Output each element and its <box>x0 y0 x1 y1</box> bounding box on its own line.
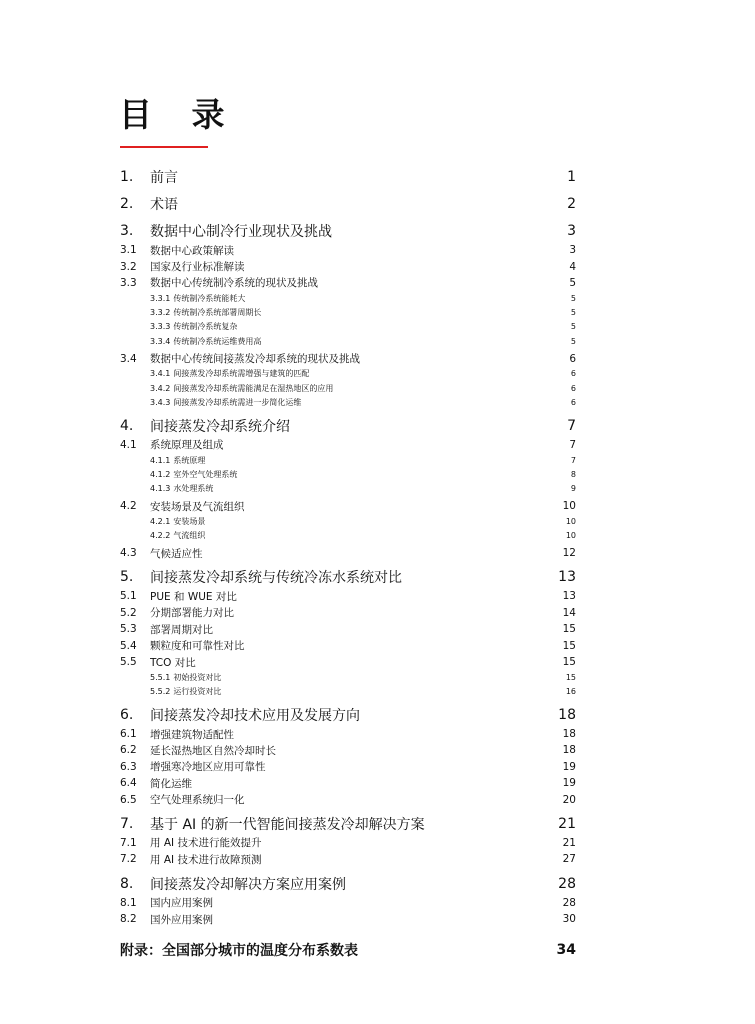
toc-entry-title: 传统制冷系统部署周期长 <box>173 308 262 318</box>
toc-entry-level-3[interactable] <box>120 529 576 543</box>
toc-entry-level-3[interactable] <box>120 467 576 481</box>
toc-entry-title: 间接蒸发冷却系统需能满足在湿热地区的应用 <box>173 383 334 393</box>
toc-entry-title: 国内应用案例 <box>150 897 213 910</box>
toc-entry-level-2[interactable] <box>120 851 576 867</box>
toc-entry-title: 延长湿热地区自然冷却时长 <box>150 744 276 757</box>
toc-entry-level-2[interactable] <box>120 791 576 807</box>
toc-entry-title: 系统原理及组成 <box>150 439 224 452</box>
toc-entry-title: 安装场景及气流组织 <box>150 500 245 513</box>
toc-entry-page: 5 <box>570 336 576 346</box>
page-title: 目 录 <box>119 95 239 134</box>
toc-entry-level-2[interactable] <box>120 258 576 274</box>
toc-entry-number: 5. <box>120 569 134 586</box>
toc-entry-level-2[interactable] <box>120 742 576 758</box>
toc-entry-page: 10 <box>565 516 576 526</box>
toc-entry-title: 数据中心传统间接蒸发冷却系统的现状及挑战 <box>150 353 360 366</box>
toc-entry-level-2[interactable] <box>120 605 576 621</box>
toc-entry-number: 1. <box>120 169 134 185</box>
toc-entry-page: 6 <box>570 369 576 379</box>
toc-entry-page: 7 <box>569 438 576 451</box>
toc-appendix-page: 34 <box>556 942 576 958</box>
toc-entry-title: 前言 <box>150 170 178 186</box>
toc-entry-number: 5.5.2 <box>150 687 171 697</box>
toc-entry-number: 5.5 <box>120 656 137 669</box>
toc-entry-title: 部署周期对比 <box>150 623 213 636</box>
toc-entry-level-2[interactable] <box>120 775 576 791</box>
toc-entry-title: 基于 AI 的新一代智能间接蒸发冷却解决方案 <box>150 816 425 833</box>
toc-entry-level-3[interactable] <box>120 305 576 319</box>
toc-entry-number: 3.1 <box>120 244 137 257</box>
toc-entry-level-3[interactable] <box>120 291 576 305</box>
toc-entry-level-3[interactable] <box>120 482 576 496</box>
toc-entry-title: 运行投资对比 <box>173 687 222 697</box>
toc-entry-title: TCO 对比 <box>150 656 196 669</box>
toc-entry-page: 3 <box>567 223 576 239</box>
toc-entry-level-2[interactable] <box>120 835 576 851</box>
toc-appendix-text: 附录：全国部分城市的温度分布系数表 <box>120 943 358 959</box>
toc-entry-level-3[interactable] <box>120 334 576 348</box>
toc-entry-number: 3.3.2 <box>150 308 171 318</box>
toc-entry-page: 10 <box>565 531 576 541</box>
toc-entry-number: 3. <box>120 223 134 239</box>
toc-entry-page: 7 <box>570 455 576 465</box>
toc-entry-page: 28 <box>558 875 576 892</box>
toc-entry-title: 传统制冷系统复杂 <box>173 322 238 332</box>
toc-entry-page: 13 <box>562 590 576 603</box>
toc-entry-number: 3.4.1 <box>150 369 171 379</box>
toc-entry-number: 3.3.1 <box>150 293 171 303</box>
toc-entry-page: 8 <box>570 469 576 479</box>
toc-entry-page: 5 <box>570 308 576 318</box>
toc-entry-title: 用 AI 技术进行能效提升 <box>150 837 262 850</box>
toc-entry-level-1[interactable] <box>120 193 576 215</box>
toc-entry-page: 15 <box>562 656 576 669</box>
toc-entry-title: 间接蒸发冷却系统与传统冷冻水系统对比 <box>150 570 402 587</box>
toc-entry-page: 28 <box>562 896 576 909</box>
toc-entry-number: 5.4 <box>120 639 137 652</box>
toc-entry-page: 2 <box>567 196 576 212</box>
toc-entry-number: 7.1 <box>120 836 137 849</box>
toc-entry-title: 水处理系统 <box>173 484 214 494</box>
toc-entry-page: 1 <box>567 169 576 185</box>
toc-entry-page: 15 <box>565 672 576 682</box>
toc-entry-title: 安装场景 <box>173 516 206 526</box>
toc-entry-number: 2. <box>120 196 134 212</box>
toc-entry-page: 27 <box>562 853 576 866</box>
toc-entry-number: 3.4 <box>120 352 137 365</box>
toc-entry-page: 19 <box>562 777 576 790</box>
toc-entry-page: 6 <box>569 352 576 365</box>
toc-entry-number: 6.4 <box>120 777 137 790</box>
toc-entry-title: 增强寒冷地区应用可靠性 <box>150 761 266 774</box>
toc-entry-number: 6. <box>120 706 134 723</box>
toc-entry-title: 室外空气处理系统 <box>173 469 238 479</box>
toc-entry-page: 18 <box>562 744 576 757</box>
toc-entry-number: 4.2.2 <box>150 531 171 541</box>
toc-entry-page: 13 <box>558 569 576 586</box>
toc-entry-number: 3.2 <box>120 260 137 273</box>
toc-entry-number: 3.4.3 <box>150 397 171 407</box>
toc-entry-level-1[interactable] <box>120 415 576 437</box>
toc-entry-title: 数据中心制冷行业现状及挑战 <box>150 224 332 240</box>
toc-entry-number: 7.2 <box>120 853 137 866</box>
toc-entry-title: 气候适应性 <box>150 547 203 560</box>
toc-entry-page: 5 <box>570 293 576 303</box>
title-underline <box>120 146 208 148</box>
toc-entry-title: 增强建筑物适配性 <box>150 728 234 741</box>
toc-entry-title: 间接蒸发冷却系统需进一步简化运维 <box>173 397 302 407</box>
toc-entry-page: 12 <box>562 547 576 560</box>
toc-entry-number: 5.3 <box>120 623 137 636</box>
toc-entry-number: 3.3 <box>120 276 137 289</box>
toc-entry-level-3[interactable] <box>120 453 576 467</box>
appendix-wrap <box>120 934 576 962</box>
toc-entry-page: 20 <box>562 793 576 806</box>
toc-entry-page: 19 <box>562 760 576 773</box>
toc-entry-page: 15 <box>562 639 576 652</box>
toc-entry-title: 间接蒸发冷却解决方案应用案例 <box>150 876 346 893</box>
toc-entry-level-2[interactable] <box>120 637 576 653</box>
toc-entry-number: 7. <box>120 815 134 832</box>
toc-entry-page: 10 <box>562 500 576 513</box>
toc-entry-level-3[interactable] <box>120 381 576 395</box>
toc-entry-page: 21 <box>562 836 576 849</box>
toc-entry-number: 4.1.2 <box>150 469 171 479</box>
toc-entry-level-3[interactable] <box>120 320 576 334</box>
toc-entry-number: 5.1 <box>120 590 137 603</box>
table-of-contents <box>120 166 576 927</box>
toc-entry-title: 国家及行业标准解读 <box>150 261 245 274</box>
toc-entry-number: 4.2 <box>120 500 137 513</box>
toc-entry-page: 30 <box>562 913 576 926</box>
toc-entry-title: 颗粒度和可靠性对比 <box>150 640 245 653</box>
toc-entry-level-2[interactable] <box>120 726 576 742</box>
toc-entry-number: 6.5 <box>120 793 137 806</box>
toc-entry-title: 气流组织 <box>173 531 206 541</box>
toc-entry-page: 21 <box>558 815 576 832</box>
toc-entry-level-2[interactable] <box>120 498 576 514</box>
toc-entry-number: 4.1.3 <box>150 484 171 494</box>
toc-entry-title: 间接蒸发冷却技术应用及发展方向 <box>150 707 360 724</box>
toc-entry-number: 4.3 <box>120 547 137 560</box>
toc-entry-title: 数据中心传统制冷系统的现状及挑战 <box>150 277 318 290</box>
toc-entry-number: 8.2 <box>120 913 137 926</box>
toc-entry-title: 分期部署能力对比 <box>150 607 234 620</box>
toc-entry-level-2[interactable] <box>120 654 576 670</box>
toc-entry-page: 18 <box>558 706 576 723</box>
toc-entry-title: 国外应用案例 <box>150 913 213 926</box>
toc-entry-page: 3 <box>569 244 576 257</box>
toc-entry-page: 5 <box>570 322 576 332</box>
toc-entry-level-1[interactable] <box>120 813 576 835</box>
toc-entry-page: 18 <box>562 728 576 741</box>
toc-entry-page: 5 <box>569 276 576 289</box>
toc-entry-title: 术语 <box>150 197 178 213</box>
toc-entry-level-2[interactable] <box>120 895 576 911</box>
toc-entry-level-3[interactable] <box>120 367 576 381</box>
toc-entry-title: 数据中心政策解读 <box>150 244 234 257</box>
toc-entry-level-2[interactable] <box>120 275 576 291</box>
toc-entry-number: 5.5.1 <box>150 672 171 682</box>
toc-entry-number: 8.1 <box>120 896 137 909</box>
toc-entry-title: 空气处理系统归一化 <box>150 794 245 807</box>
toc-entry-title: PUE 和 WUE 对比 <box>150 590 237 603</box>
toc-entry-title: 传统制冷系统运维费用高 <box>173 336 262 346</box>
toc-entry-level-2[interactable] <box>120 437 576 453</box>
toc-entry-number: 3.4.2 <box>150 383 171 393</box>
toc-entry-number: 6.2 <box>120 744 137 757</box>
toc-entry-number: 6.3 <box>120 760 137 773</box>
toc-entry-number: 4.1.1 <box>150 455 171 465</box>
toc-entry-level-1[interactable] <box>120 220 576 242</box>
toc-entry-title: 初始投资对比 <box>173 672 222 682</box>
toc-entry-number: 6.1 <box>120 728 137 741</box>
toc-entry-number: 3.3.3 <box>150 322 171 332</box>
toc-entry-level-2[interactable] <box>120 911 576 927</box>
toc-entry-number: 8. <box>120 875 134 892</box>
toc-entry-level-1[interactable] <box>120 166 576 188</box>
toc-entry-title: 传统制冷系统能耗大 <box>173 293 246 303</box>
toc-entry-number: 4.1 <box>120 438 137 451</box>
toc-entry-page: 16 <box>565 687 576 697</box>
toc-entry-number: 5.2 <box>120 606 137 619</box>
toc-appendix[interactable] <box>120 938 576 962</box>
toc-entry-number: 4. <box>120 417 134 434</box>
toc-entry-level-1[interactable] <box>120 873 576 895</box>
toc-entry-page: 15 <box>562 623 576 636</box>
toc-entry-number: 3.3.4 <box>150 336 171 346</box>
toc-entry-level-2[interactable] <box>120 350 576 366</box>
toc-entry-title: 用 AI 技术进行故障预测 <box>150 853 262 866</box>
toc-entry-page: 6 <box>570 383 576 393</box>
toc-entry-level-1[interactable] <box>120 704 576 726</box>
toc-entry-number: 4.2.1 <box>150 516 171 526</box>
toc-entry-level-3[interactable] <box>120 670 576 684</box>
toc-entry-page: 9 <box>570 484 576 494</box>
toc-entry-level-3[interactable] <box>120 395 576 409</box>
toc-entry-level-2[interactable] <box>120 242 576 258</box>
toc-entry-level-1[interactable] <box>120 566 576 588</box>
toc-entry-level-2[interactable] <box>120 588 576 604</box>
toc-entry-level-3[interactable] <box>120 514 576 528</box>
toc-entry-title: 简化运维 <box>150 777 192 790</box>
toc-entry-level-2[interactable] <box>120 621 576 637</box>
toc-entry-level-3[interactable] <box>120 685 576 699</box>
toc-entry-title: 间接蒸发冷却系统需增强与建筑的匹配 <box>173 369 310 379</box>
toc-entry-page: 4 <box>569 260 576 273</box>
toc-entry-level-2[interactable] <box>120 545 576 561</box>
toc-entry-page: 6 <box>570 397 576 407</box>
toc-entry-title: 系统原理 <box>173 455 206 465</box>
toc-entry-level-2[interactable] <box>120 759 576 775</box>
toc-entry-title: 间接蒸发冷却系统介绍 <box>150 418 290 435</box>
toc-entry-page: 14 <box>562 606 576 619</box>
toc-entry-page: 7 <box>567 417 576 434</box>
